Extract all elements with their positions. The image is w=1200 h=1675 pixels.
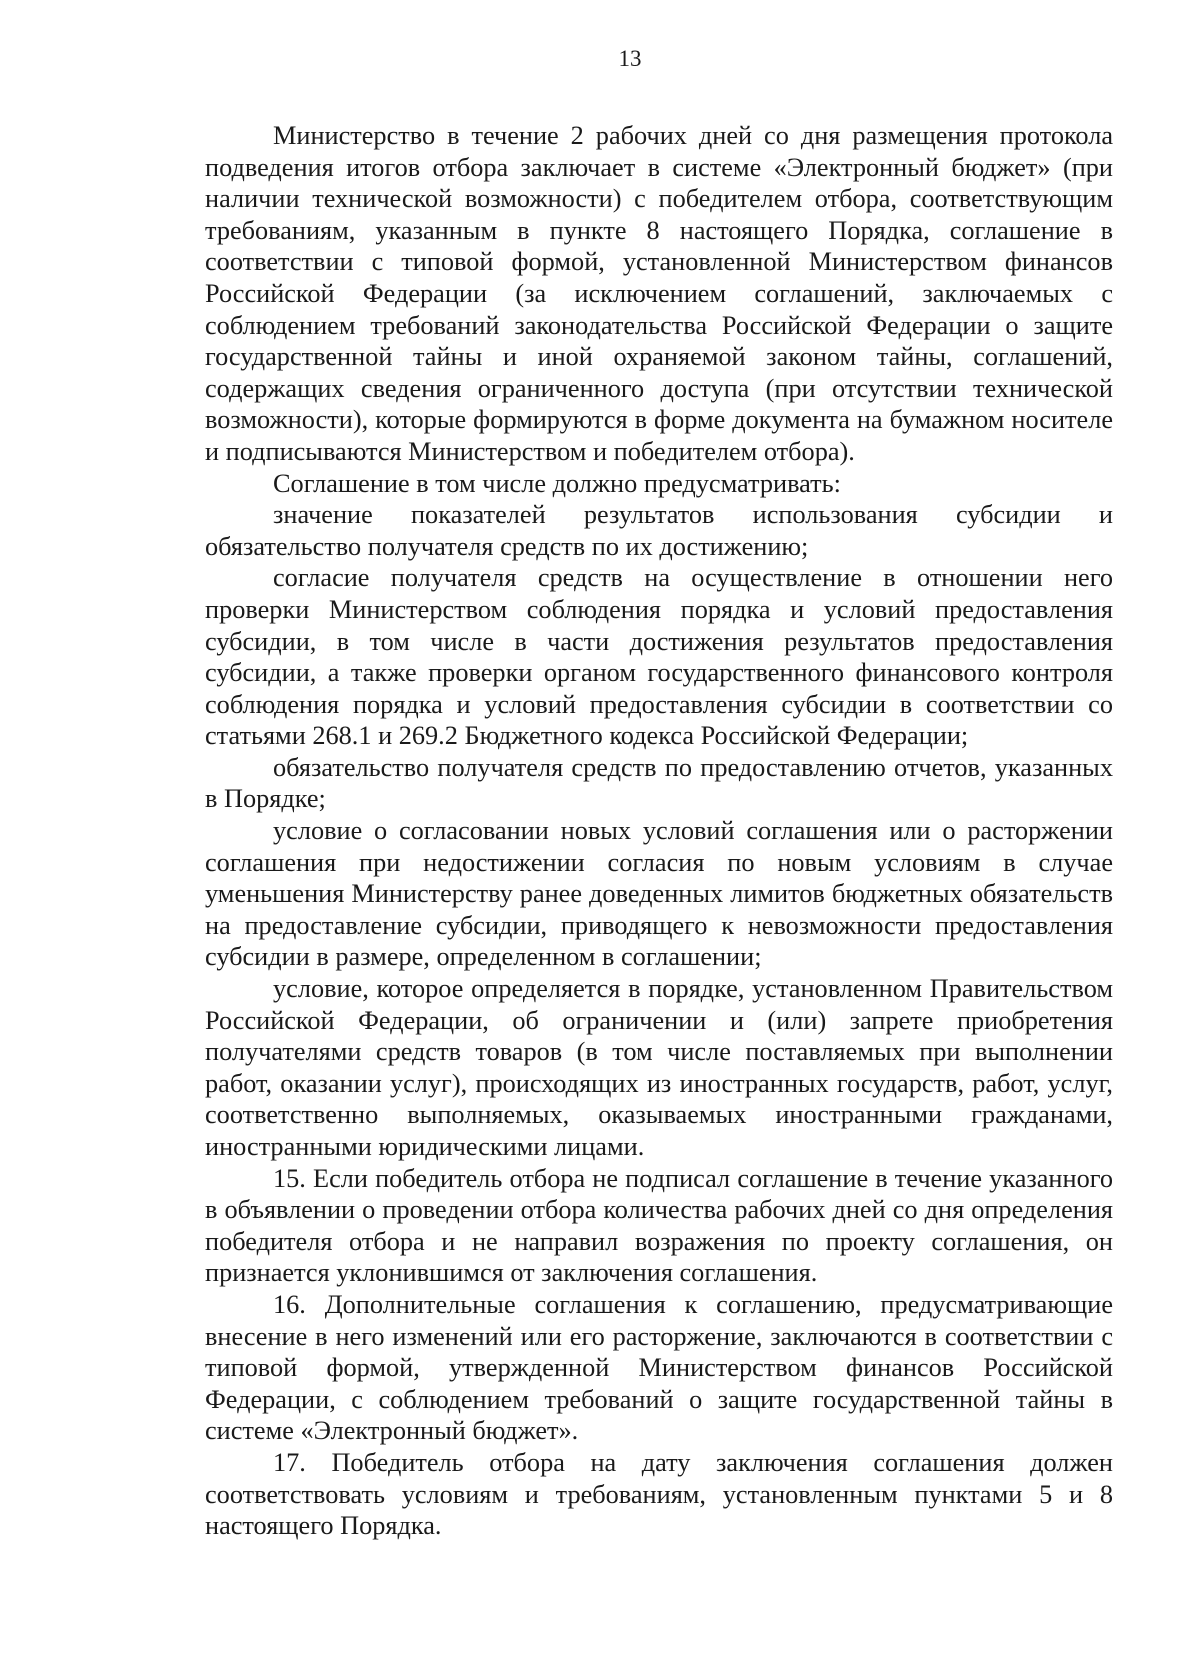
document-body [205,120,1113,1542]
paragraph-item-17: 17. Победитель отбора на дату заключения соглашения должен соответствовать условиям и требованиям, установленным пунктами 5 и 8 настоящего Порядка. [205,1447,1113,1541]
paragraph-item-15: 15. Если победитель отбора не подписал соглашение в течение указанного в объявлении о проведении отбора количества рабочих дней со дня определения победителя отбора и не направил возражения по проекту соглашения, он признается уклонившимся от заключения соглашения. [205,1163,1113,1288]
paragraph-foreign-goods-restriction: условие, которое определяется в порядке, установленном Правительством Российской Федерации, об ограничении и (или) запрете приобретения получателями средств товаров (в том числе поставляемых при выполнении работ, оказании услуг), происходящих из иностранных государств, работ, услуг, соответственно выполняемых, оказываемых иностранными гражданами, иностранными юридическими лицами. [205,974,1113,1161]
paragraph-reporting-obligation: обязательство получателя средств по предоставлению отчетов, указанных в Порядке; [205,752,1113,814]
paragraph-new-conditions: условие о согласовании новых условий соглашения или о расторжении соглашения при недостижении согласия по новым условиям в случае уменьшения Министерству ранее доведенных лимитов бюджетных обязательств на предоставление субсидии, приводящего к невозможности предоставления субсидии в размере, определенном в соглашении; [205,816,1113,972]
paragraph-consent-to-audit: согласие получателя средств на осуществление в отношении него проверки Министерством соблюдения порядка и условий предоставления субсидии, в том числе в части достижения результатов предоставления субсидии, а также проверки органом государственного финансового контроля соблюдения порядка и условий предоставления субсидии в соответствии со статьями 268.1 и 269.2 Бюджетного кодекса Российской Федерации; [205,563,1113,751]
paragraph-agreement-must-include: Соглашение в том числе должно предусматривать: [273,468,841,498]
paragraph-item-16: 16. Дополнительные соглашения к соглашению, предусматривающие внесение в него изменений или его расторжение, заключаются в соответствии с типовой формой, утвержденной Министерством финансов Российской Федерации, с соблюдением требований о защите государственной тайны в системе «Электронный бюджет». [205,1289,1113,1446]
paragraph-indicator-values: значение показателей результатов использования субсидии и обязательство получателя средств по их достижению; [205,500,1113,561]
page-number: 13 [618,46,642,71]
paragraph-agreement-conclusion: Министерство в течение 2 рабочих дней со дня размещения протокола подведения итогов отбора заключает в системе «Электронный бюджет» (при наличии технической возможности) с победителем отбора, соответствующим требованиям, указанным в пункте 8 настоящего Порядка, соглашение в соответствии с типовой формой, установленной Министерством финансов Российской Федерации (за исключением соглашений, заключаемых с соблюдением требований законодательства Российской Федерации о защите государственной тайны и иной охраняемой законом тайны, соглашений, содержащих сведения ограниченного доступа (при отсутствии технической возможности), которые формируются в форме документа на бумажном носителе и подписываются Министерством и победителем отбора). [205,121,1113,466]
